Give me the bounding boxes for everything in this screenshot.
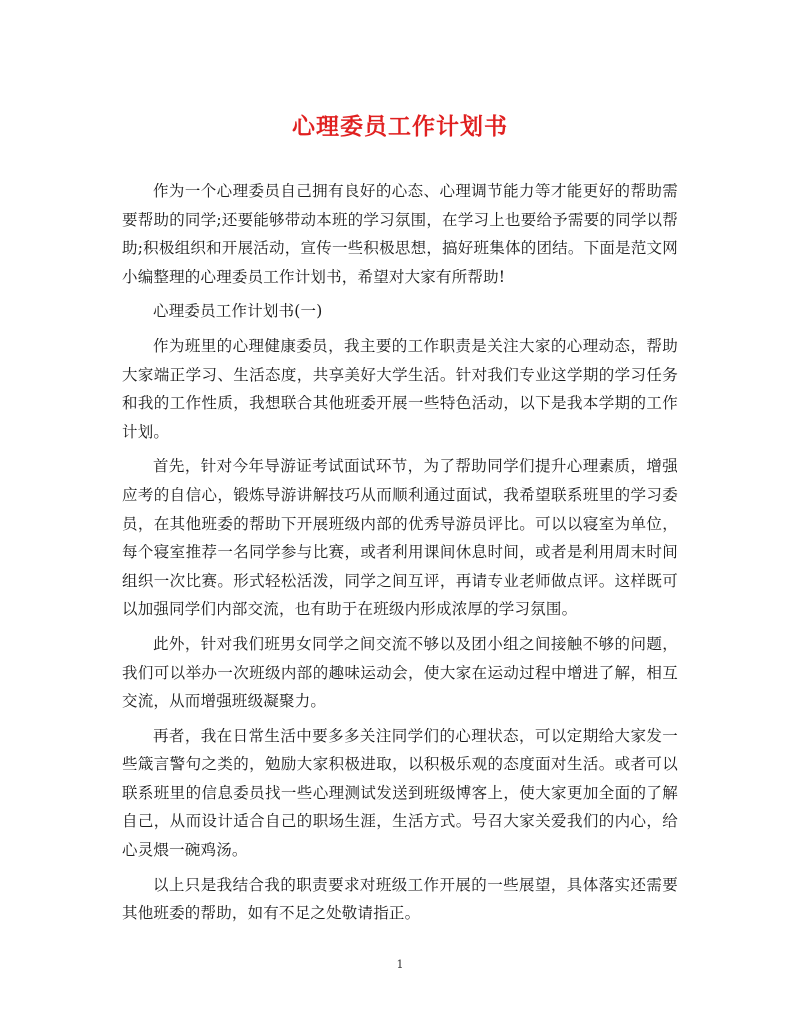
body-paragraph: 作为班里的心理健康委员，我主要的工作职责是关注大家的心理动态，帮助大家端正学习、生活态度，共享美好大学生活。针对我们专业这学期的学习任务和我的工作性质，我想联合其他班委开展一些特色活动，以下是我本学期的工作计划。: [122, 336, 678, 441]
page-number: 1: [396, 958, 404, 971]
document-title: 心理委员工作计划书: [292, 114, 508, 140]
section-heading: 心理委员工作计划书(一): [153, 302, 323, 321]
body-paragraph: 再者，我在日常生活中要多多关注同学们的心理状态，可以定期给大家发一些箴言警句之类的，勉励大家积极进取，以积极乐观的态度面对生活。或者可以联系班里的信息委员找一些心理测试发送到班级博客上，使大家更加全面的了解自己，从而设计适合自己的职场生涯，生活方式。号召大家关爱我们的内心，给心灵煨一碗鸡汤。: [122, 726, 678, 860]
intro-paragraph: 作为一个心理委员自己拥有良好的心态、心理调节能力等才能更好的帮助需要帮助的同学;还要能够带动本班的学习氛围，在学习上也要给予需要的同学以帮助;积极组织和开展活动，宣传一些积极思想，搞好班集体的团结。下面是范文网小编整理的心理委员工作计划书，希望对大家有所帮助!: [122, 182, 678, 286]
closing-paragraph: 以上只是我结合我的职责要求对班级工作开展的一些展望，具体落实还需要其他班委的帮助，如有不足之处敬请指正。: [122, 875, 678, 923]
document-body: [122, 177, 678, 934]
body-paragraph: 首先，针对今年导游证考试面试环节，为了帮助同学们提升心理素质，增强应考的自信心，锻炼导游讲解技巧从而顺利通过面试，我希望联系班里的学习委员，在其他班委的帮助下开展班级内部的优秀导游员评比。可以以寝室为单位，每个寝室推荐一名同学参与比赛，或者利用课间休息时间，或者是利用周末时间组织一次比赛。形式轻松活泼，同学之间互评，再请专业老师做点评。这样既可以加强同学们内部交流，也有助于在班级内形成浓厚的学习氛围。: [122, 457, 678, 619]
body-paragraph: 此外，针对我们班男女同学之间交流不够以及团小组之间接触不够的问题，我们可以举办一次班级内部的趣味运动会，使大家在运动过程中增进了解，相互交流，从而增强班级凝聚力。: [122, 634, 678, 711]
